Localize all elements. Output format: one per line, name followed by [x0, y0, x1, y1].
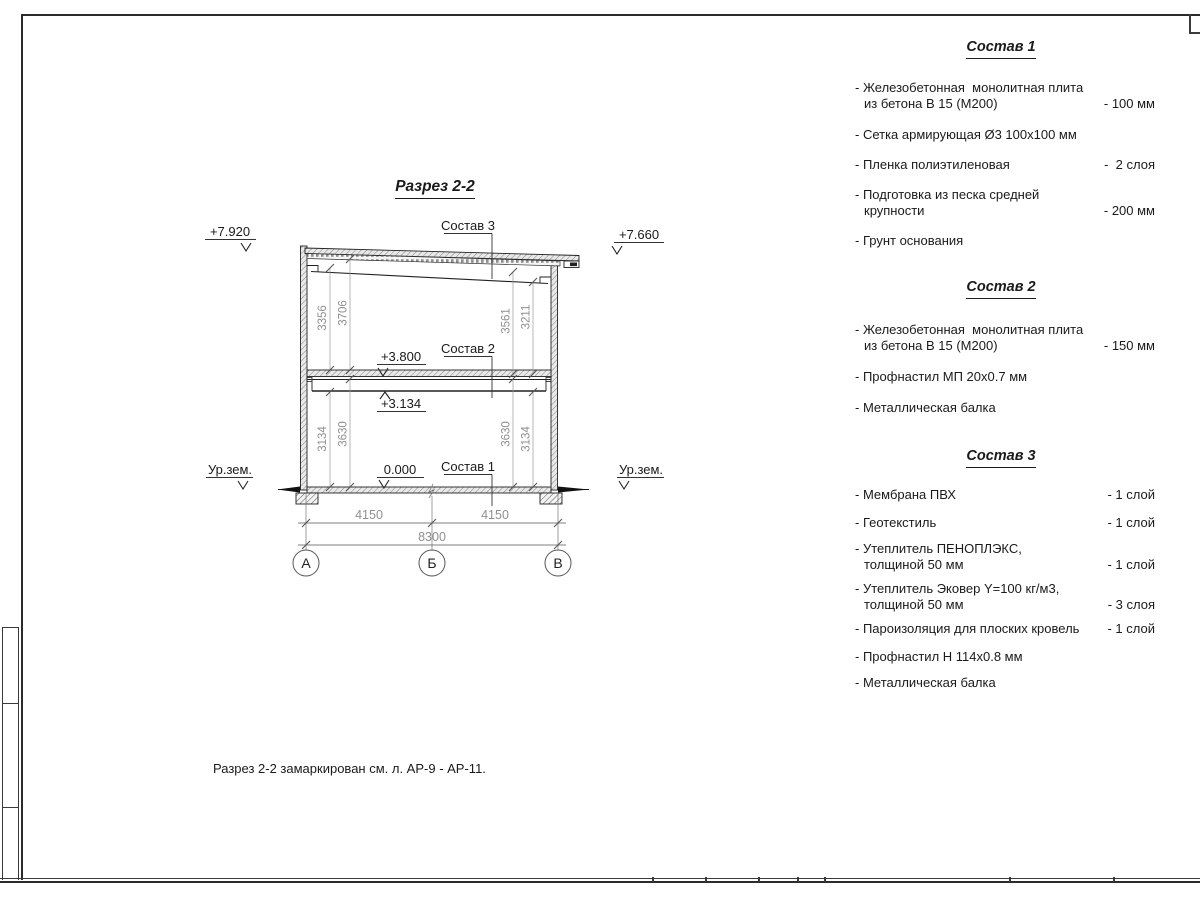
ground-floor	[277, 484, 589, 504]
spec-panel	[845, 30, 1157, 730]
margin-box-divider	[2, 807, 19, 808]
roof-bracket-left	[307, 266, 318, 272]
axis-bubbles	[293, 550, 571, 576]
elev-arrow	[619, 481, 629, 489]
spec-item: - Профнастил МП 20x0.7 мм	[855, 369, 1028, 384]
margin-box-right-edge	[18, 627, 19, 880]
elev-roof-left: +7.920	[209, 224, 251, 239]
frame-top-border	[21, 14, 1200, 16]
label-sostav2: Состав 2	[441, 341, 495, 356]
spec-item: - Железобетонная монолитная плита из бетона В 15 (М200) - 150 мм	[855, 322, 1155, 353]
spec-item: - Профнастил Н 114x0.8 мм	[855, 649, 1023, 664]
titleblock-tick	[1113, 877, 1115, 882]
dim-8300: 8300	[418, 530, 446, 544]
spec-header-2: Состав 2	[845, 280, 1157, 299]
titleblock-tick	[824, 877, 826, 882]
margin-box-divider	[2, 703, 19, 704]
dim-3561: 3561	[500, 308, 513, 334]
axis-b: Б	[427, 555, 437, 571]
frame-corner-notch-v	[1189, 14, 1191, 33]
axis-v: В	[553, 555, 563, 571]
elev-beam-bottom: +3.134	[380, 396, 422, 411]
foundation-right	[540, 493, 562, 504]
frame-bottom-border	[0, 881, 1200, 883]
dim-3706: 3706	[337, 300, 350, 326]
left-wall	[301, 246, 308, 490]
spec-item: - Металлическая балка	[855, 400, 996, 415]
spec-item: - Сетка армирующая Ø3 100x100 мм	[855, 127, 1077, 142]
titleblock-tick	[797, 877, 799, 882]
margin-box-divider	[2, 627, 19, 628]
elev-slab2-top: +3.800	[380, 349, 422, 364]
titleblock-tick	[652, 877, 654, 882]
dim-4150-right: 4150	[481, 508, 509, 522]
dim-3630-right: 3630	[500, 421, 513, 447]
spec-item: - Утеплитель Эковер Y=100 кг/м3, толщиной 50 мм - 3 слоя	[855, 581, 1155, 612]
frame-left-border	[21, 14, 23, 880]
spec-item: - Грунт основания	[855, 233, 964, 248]
dim-3134-right: 3134	[520, 426, 533, 452]
section-view	[180, 165, 680, 600]
margin-box-left-edge	[2, 627, 3, 880]
dim-3630-left: 3630	[337, 421, 350, 447]
dim-4150-left: 4150	[355, 508, 383, 522]
spec-header-3: Состав 3	[845, 449, 1157, 468]
dim-3356: 3356	[317, 305, 329, 331]
spec-item: - Пленка полиэтиленовая - 2 слоя	[855, 157, 1155, 172]
elev-arrow	[612, 246, 622, 254]
titleblock-tick	[705, 877, 707, 882]
elev-roof-right: +7.660	[618, 227, 660, 242]
roof	[305, 248, 579, 284]
ground-level-right: Ур.зем.	[618, 462, 664, 477]
label-sostav1: Состав 1	[441, 459, 495, 474]
dimension-texts	[317, 300, 533, 544]
right-wall	[551, 265, 558, 490]
spec-item: - Подготовка из песка средней крупности - 200 мм	[855, 187, 1155, 218]
roof-bracket-right	[540, 277, 551, 284]
elev-floor0: 0.000	[383, 462, 417, 477]
spec-item: - Пароизоляция для плоских кровель - 1 слой	[855, 621, 1155, 636]
elevation-marks	[205, 224, 664, 489]
titleblock-top-line	[0, 878, 1200, 879]
foundation-left	[296, 493, 318, 504]
ground-wedge-right	[558, 487, 589, 493]
spec-item: - Железобетонная монолитная плита из бетона В 15 (М200) - 100 мм	[855, 80, 1155, 111]
spec-header-1: Состав 1	[845, 40, 1157, 59]
spec-item: - Мембрана ПВХ - 1 слой	[855, 487, 1155, 502]
elev-arrow	[238, 481, 248, 489]
titleblock-tick	[1009, 877, 1011, 882]
spec-item: - Геотекстиль - 1 слой	[855, 515, 1155, 530]
label-sostav3: Состав 3	[441, 218, 495, 233]
roof-end-cap-core	[570, 263, 577, 267]
slab-break-mark	[429, 484, 434, 498]
walls	[301, 246, 558, 490]
ground-level-left: Ур.зем.	[207, 462, 253, 477]
spec-item: - Утеплитель ПЕНОПЛЭКС, толщиной 50 мм - 1 слой	[855, 541, 1155, 572]
elev-arrow	[241, 243, 251, 251]
dim-3134-left: 3134	[317, 426, 329, 452]
titleblock-tick	[758, 877, 760, 882]
frame-corner-notch-h	[1189, 32, 1200, 34]
ground-wedge-left	[277, 487, 300, 493]
dim-3211: 3211	[520, 304, 533, 330]
spec-item: - Металлическая балка	[855, 675, 996, 690]
reference-note: Разрез 2-2 замаркирован см. л. АР-9 - АР-11.	[213, 761, 486, 776]
section-title: Разрез 2-2	[383, 178, 487, 199]
axis-a: А	[301, 555, 311, 571]
